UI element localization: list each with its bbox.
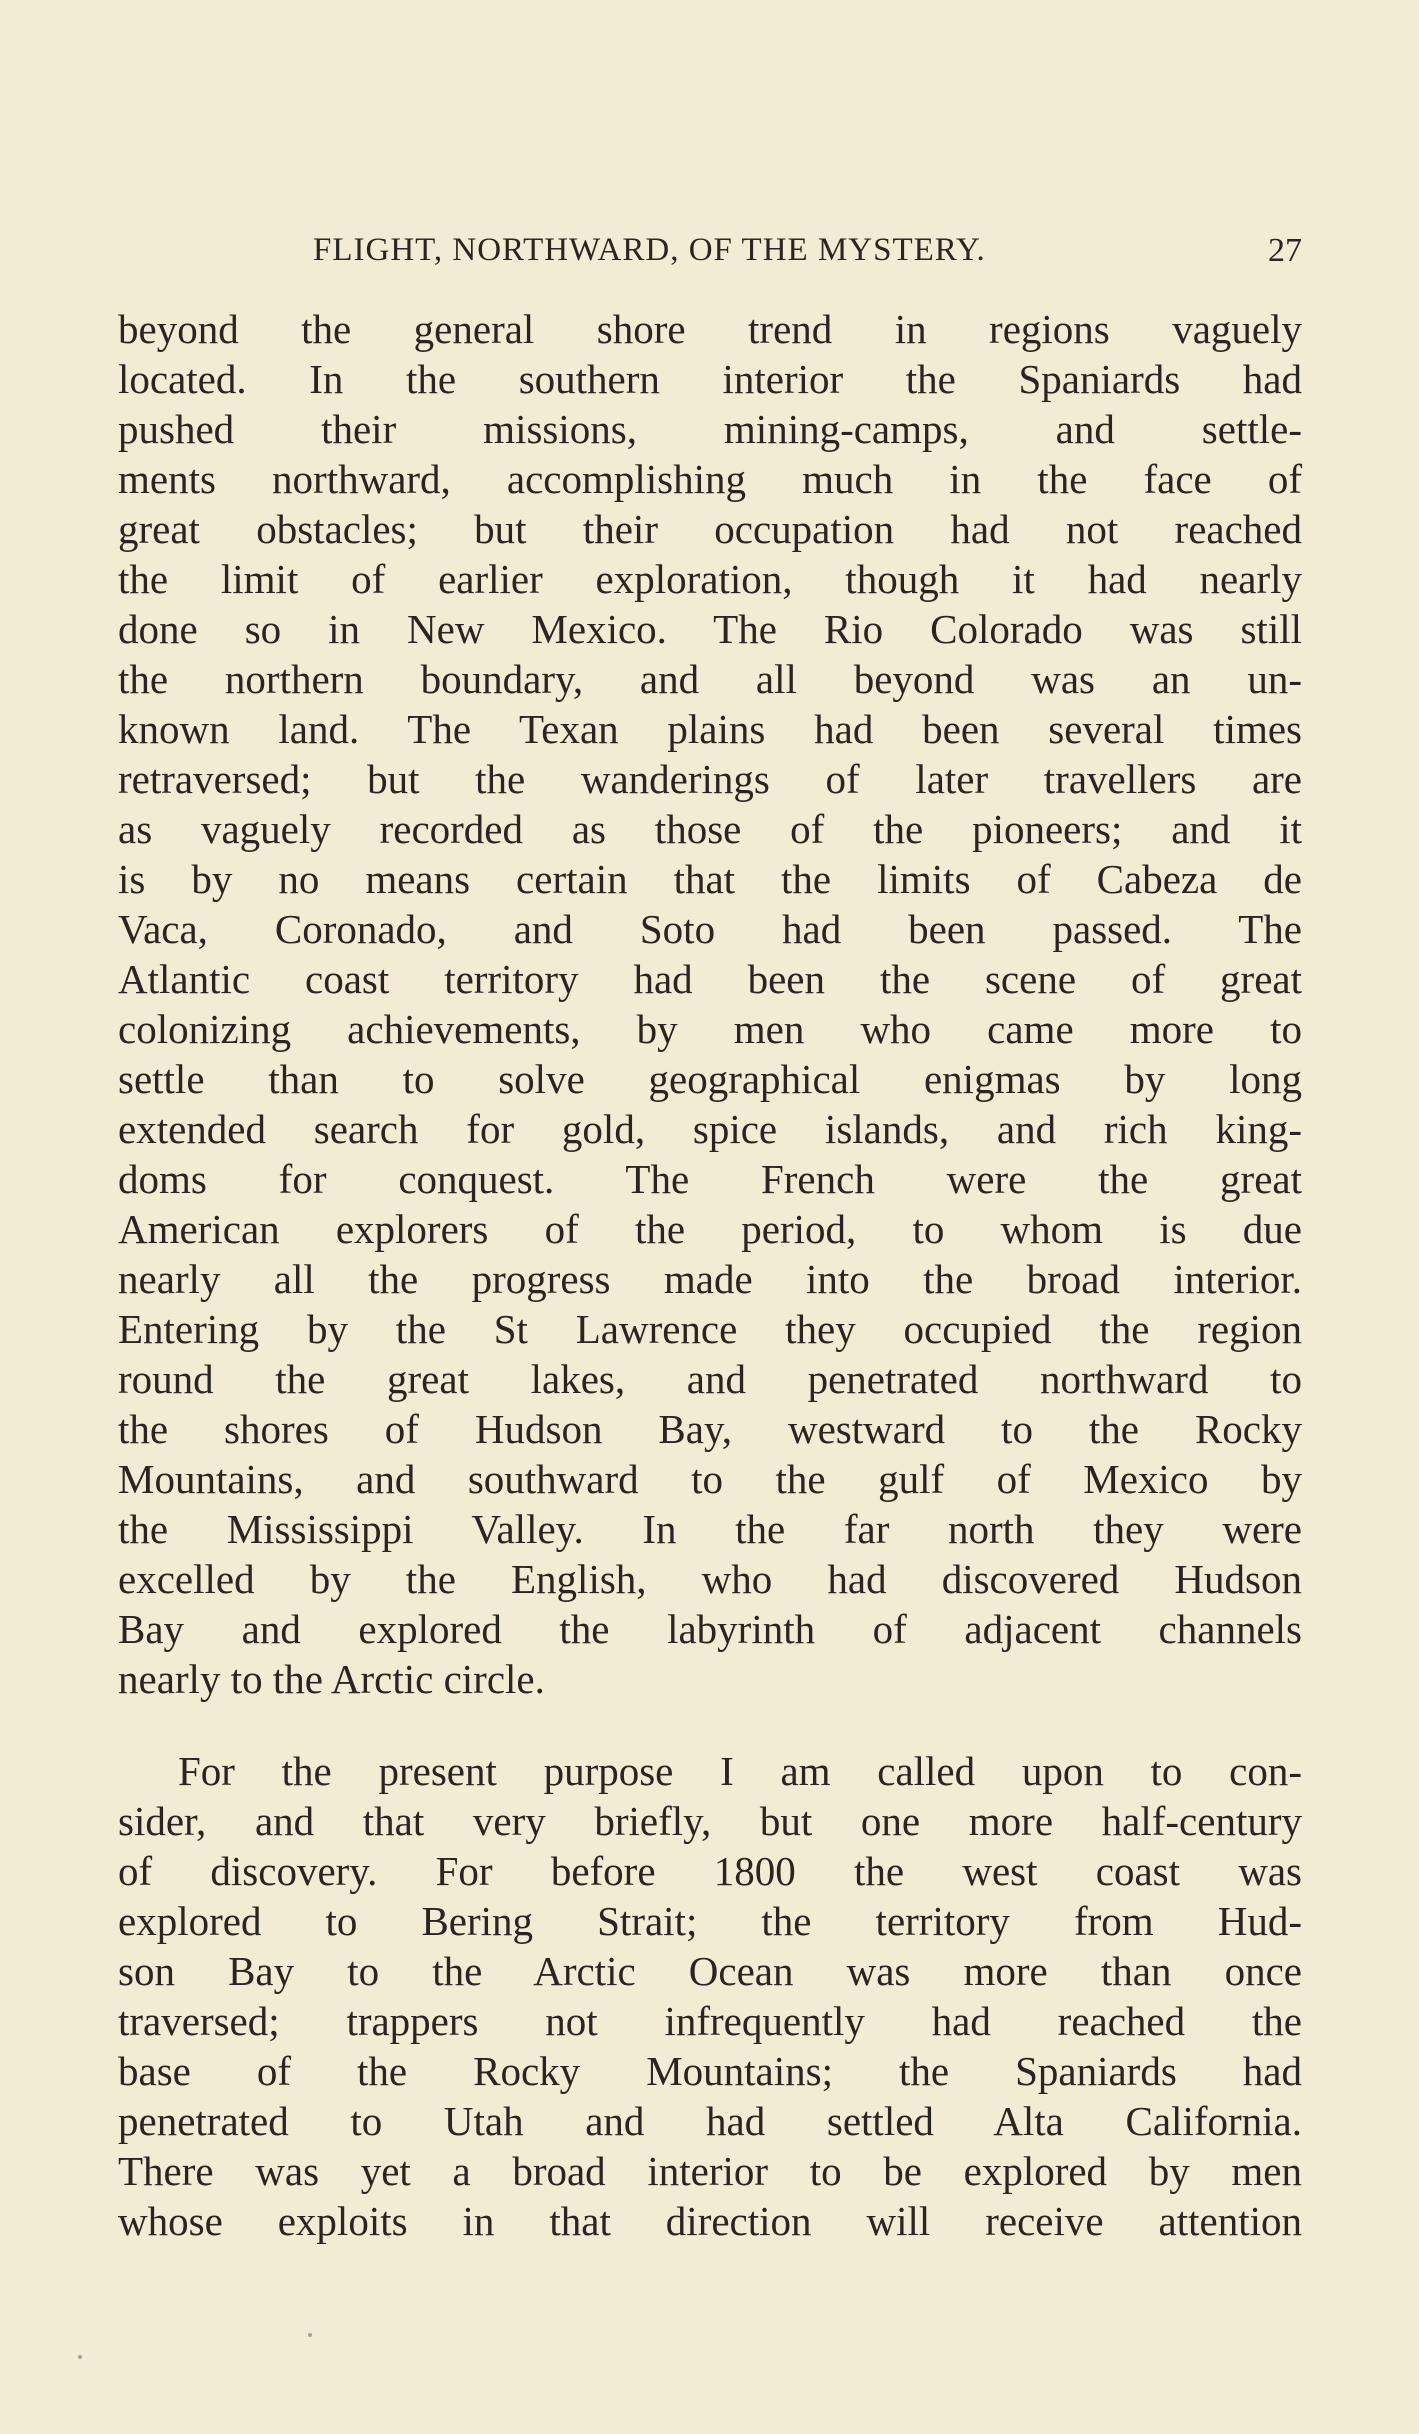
- text-line: great obstacles; but their occupation had not reached: [118, 506, 1302, 552]
- text-line: settle than to solve geographical enigmas by long: [118, 1056, 1302, 1102]
- text-line: the limit of earlier exploration, though it had nearly: [118, 556, 1302, 602]
- text-line: whose exploits in that direction will receive attention: [118, 2198, 1302, 2244]
- text-line: nearly to the Arctic circle.: [118, 1656, 545, 1702]
- text-line: Vaca, Coronado, and Soto had been passed. The: [118, 906, 1302, 952]
- text-line: nearly all the progress made into the broad interior.: [118, 1256, 1302, 1302]
- text-line: is by no means certain that the limits of Cabeza de: [118, 856, 1302, 902]
- text-line: sider, and that very briefly, but one more half-century: [118, 1798, 1302, 1844]
- text-line: explored to Bering Strait; the territory from Hud-: [118, 1898, 1302, 1944]
- text-line: retraversed; but the wanderings of later travellers are: [118, 756, 1302, 802]
- text-line: of discovery. For before 1800 the west coast was: [118, 1848, 1302, 1894]
- text-line: Bay and explored the labyrinth of adjacent channels: [118, 1606, 1302, 1652]
- text-line: round the great lakes, and penetrated northward to: [118, 1356, 1302, 1402]
- paragraph-2: [118, 1746, 1302, 2246]
- text-line: known land. The Texan plains had been several times: [118, 706, 1302, 752]
- text-line: the Mississippi Valley. In the far north they were: [118, 1506, 1302, 1552]
- text-line: the shores of Hudson Bay, westward to the Rocky: [118, 1406, 1302, 1452]
- text-line: Atlantic coast territory had been the scene of great: [118, 956, 1302, 1002]
- text-line: For the present purpose I am called upon to con-: [178, 1748, 1302, 1794]
- text-line: pushed their missions, mining-camps, and settle-: [118, 406, 1302, 452]
- text-line: Mountains, and southward to the gulf of Mexico by: [118, 1456, 1302, 1502]
- paper-speck: [308, 2333, 312, 2337]
- text-line: colonizing achievements, by men who came more to: [118, 1006, 1302, 1052]
- body-text: [118, 304, 1302, 2246]
- text-line: done so in New Mexico. The Rio Colorado was still: [118, 606, 1302, 652]
- paragraph-gap: [118, 1704, 1302, 1746]
- text-line: as vaguely recorded as those of the pioneers; and it: [118, 806, 1302, 852]
- page-number: 27: [1268, 232, 1302, 269]
- text-line: extended search for gold, spice islands, and rich king-: [118, 1106, 1302, 1152]
- text-line: Entering by the St Lawrence they occupied the region: [118, 1306, 1302, 1352]
- text-line: penetrated to Utah and had settled Alta California.: [118, 2098, 1302, 2144]
- running-title: FLIGHT, NORTHWARD, OF THE MYSTERY.: [313, 232, 986, 268]
- text-line: base of the Rocky Mountains; the Spaniards had: [118, 2048, 1302, 2094]
- text-line: the northern boundary, and all beyond was an un-: [118, 656, 1302, 702]
- text-line: located. In the southern interior the Spaniards had: [118, 356, 1302, 402]
- text-line: beyond the general shore trend in regions vaguely: [118, 306, 1302, 352]
- text-line: traversed; trappers not infrequently had reached the: [118, 1998, 1302, 2044]
- text-line: American explorers of the period, to whom is due: [118, 1206, 1302, 1252]
- text-line: doms for conquest. The French were the great: [118, 1156, 1302, 1202]
- paragraph-1: [118, 304, 1302, 1704]
- text-line: excelled by the English, who had discovered Hudson: [118, 1556, 1302, 1602]
- text-line: There was yet a broad interior to be explored by men: [118, 2148, 1302, 2194]
- paper-speck: [78, 2355, 82, 2359]
- running-head: [118, 232, 1302, 282]
- text-line: ments northward, accomplishing much in the face of: [118, 456, 1302, 502]
- text-line: son Bay to the Arctic Ocean was more than once: [118, 1948, 1302, 1994]
